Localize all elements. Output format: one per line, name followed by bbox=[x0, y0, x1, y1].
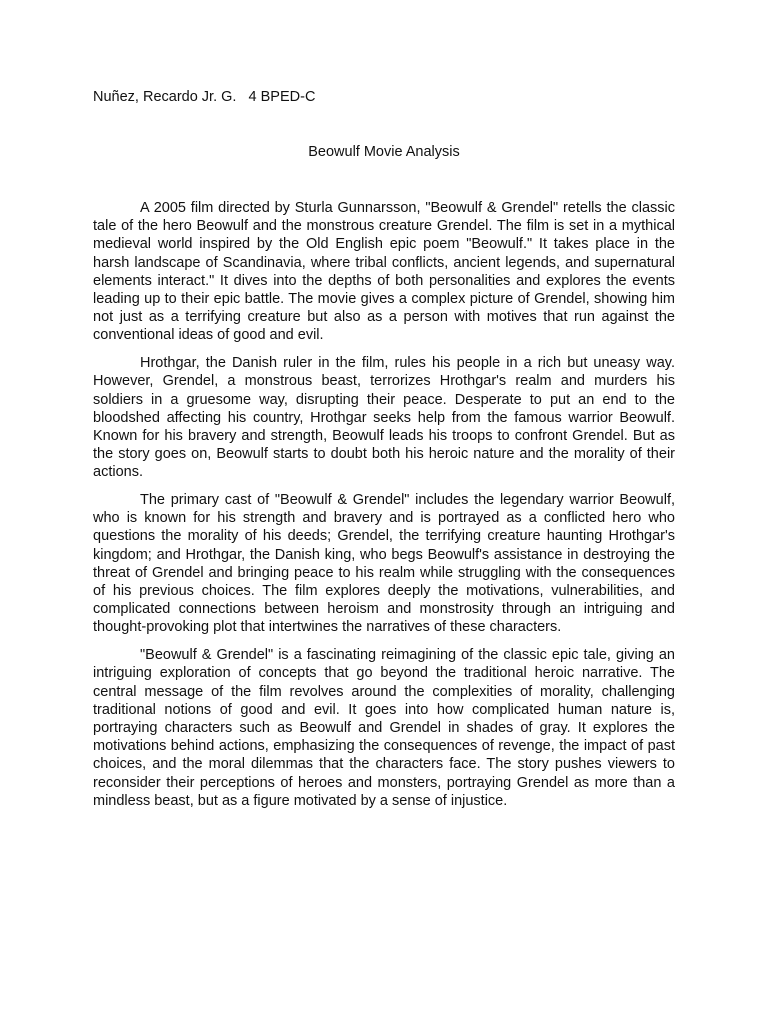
document-title: Beowulf Movie Analysis bbox=[308, 144, 460, 160]
document-body bbox=[93, 199, 675, 820]
paragraph-2: Hrothgar, the Danish ruler in the film, rules his people in a rich but uneasy way. However, Grendel, a monstrous beast, terrorizes Hrothgar's realm and murders his soldiers in a gruesome way, disrupting their peace. Desperate to put an end to the bloodshed affecting his country, Hrothgar seeks help from the famous warrior Beowulf. Known for his bravery and strength, Beowulf leads his troops to confront Grendel. But as the story goes on, Beowulf starts to doubt both his heroic nature and the morality of their actions. bbox=[93, 355, 675, 481]
paragraph-3: The primary cast of "Beowulf & Grendel" includes the legendary warrior Beowulf, who is known for his strength and bravery and is portrayed as a conflicted hero who questions the morality of his deeds; Grendel, the terrifying creature haunting Hrothgar's kingdom; and Hrothgar, the Danish king, who begs Beowulf's assistance in destroying the threat of Grendel and bringing peace to his realm while struggling with the consequences of his previous choices. The film explores deeply the motivations, vulnerabilities, and complicated connections between heroism and monstrosity through an intriguing and thought-provoking plot that intertwines the narratives of these characters. bbox=[93, 492, 675, 636]
paragraph-4: "Beowulf & Grendel" is a fascinating reimagining of the classic epic tale, giving an intriguing exploration of concepts that go beyond the traditional heroic narrative. The central message of the film revolves around the complexities of morality, challenging traditional notions of good and evil. It goes into how complicated human nature is, portraying characters such as Beowulf and Grendel in shades of gray. It explores the motivations behind actions, emphasizing the consequences of revenge, the impact of past choices, and the moral dilemmas that the characters face. The story pushes viewers to reconsider their perceptions of heroes and monsters, portraying Grendel as more than a mindless beast, but as a figure motivated by a sense of injustice. bbox=[93, 647, 675, 809]
paragraph-1: A 2005 film directed by Sturla Gunnarsson, "Beowulf & Grendel" retells the classic tale of the hero Beowulf and the monstrous creature Grendel. The film is set in a mythical medieval world inspired by the Old English epic poem "Beowulf." It takes place in the harsh landscape of Scandinavia, where tribal conflicts, ancient legends, and supernatural elements interact." It dives into the depths of both personalities and explores the events leading up to their epic battle. The movie gives a complex picture of Grendel, showing him not just as a terrifying creature but also as a person with motives that run against the conventional ideas of good and evil. bbox=[93, 200, 675, 344]
author-line: Nuñez, Recardo Jr. G. 4 BPED-C bbox=[93, 89, 316, 105]
